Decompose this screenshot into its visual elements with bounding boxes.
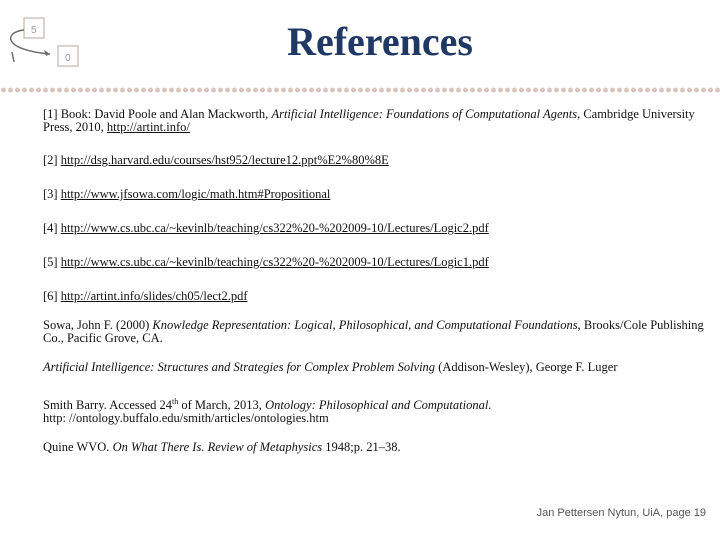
reference-item xyxy=(43,319,708,345)
ref-title: On What There Is. Review of Metaphysics xyxy=(112,440,323,455)
ref-text: [3] xyxy=(43,187,61,201)
ref-text: Quine WVO. xyxy=(43,440,113,455)
reference-item xyxy=(43,395,708,425)
cycle-arrow-icon xyxy=(0,14,90,70)
ref-link[interactable]: http://www.cs.ubc.ca/~kevinlb/teaching/cs322%20-%202009-10/Lectures/Logic1.pdf xyxy=(60,255,489,269)
slide-footer: Jan Pettersen Nytun, UiA, page 19 xyxy=(536,507,706,519)
ref-text: Smith Barry. Accessed 24 xyxy=(43,398,173,413)
ref-text: [5] xyxy=(43,255,61,269)
ref-text: [1] Book: David Poole and Alan Mackworth, xyxy=(43,107,272,121)
ref-link[interactable]: http://dsg.harvard.edu/courses/hst952/lecture12.ppt%E2%80%8E xyxy=(60,153,389,167)
ref-superscript: th xyxy=(172,397,179,406)
ref-text: Sowa, John F. (2000) xyxy=(43,318,153,332)
reference-item xyxy=(43,441,708,454)
ref-text: [2] xyxy=(43,153,61,167)
reference-item xyxy=(43,290,708,303)
logo-number-bottom: 0 xyxy=(65,53,71,64)
reference-item xyxy=(43,154,708,167)
reference-item xyxy=(43,361,708,374)
reference-item xyxy=(43,222,708,235)
ref-link[interactable]: http://www.cs.ubc.ca/~kevinlb/teaching/cs322%20-%202009-10/Lectures/Logic2.pdf xyxy=(60,221,489,235)
slide-title: References xyxy=(287,19,473,64)
ref-text: , Cambridge University Press, 2010, xyxy=(43,107,695,134)
logo-number-top: 5 xyxy=(31,25,37,36)
reference-item xyxy=(43,108,708,134)
ref-title: Artificial Intelligence: Structures and Strategies for Complex Problem Solving xyxy=(43,360,436,374)
ref-text: (Addison-Wesley), George F. Luger xyxy=(435,360,618,374)
ref-text: of March, 2013, xyxy=(178,398,266,413)
ref-url-text: http: //ontology.buffalo.edu/smith/articles/ontologies.htm xyxy=(43,411,329,426)
ref-text: , Brooks/Cole Publishing Co., Pacific Grove, CA. xyxy=(43,318,704,345)
ref-title: Ontology: Philosophical and Computational. xyxy=(265,398,492,413)
dotted-divider xyxy=(0,86,720,94)
slide-logo xyxy=(0,14,90,70)
reference-item xyxy=(43,256,708,269)
ref-title: Artificial Intelligence: Foundations of Computational Agents xyxy=(271,107,578,121)
ref-link[interactable]: http://artint.info/slides/ch05/lect2.pdf xyxy=(60,289,248,303)
ref-link[interactable]: http://artint.info/ xyxy=(106,120,190,134)
ref-text: 1948;p. 21–38. xyxy=(322,440,401,455)
ref-title: Knowledge Representation: Logical, Philosophical, and Computational Foundations xyxy=(152,318,578,332)
ref-link[interactable]: http://www.jfsowa.com/logic/math.htm#Propositional xyxy=(60,187,331,201)
ref-text: [6] xyxy=(43,289,61,303)
ref-text: [4] xyxy=(43,221,61,235)
reference-list xyxy=(43,108,708,454)
reference-item xyxy=(43,188,708,201)
